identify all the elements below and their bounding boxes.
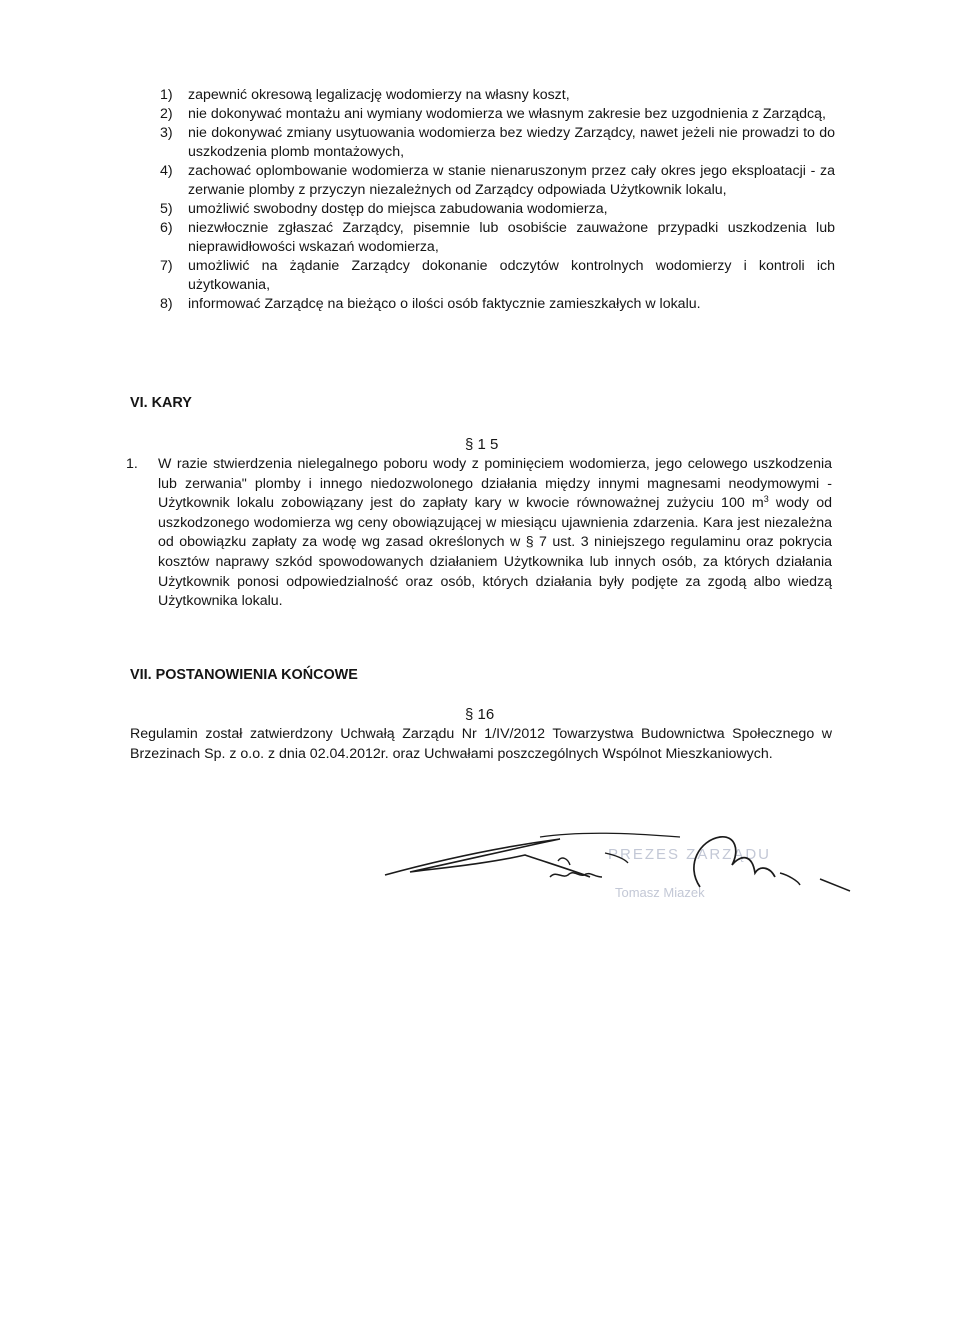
section-heading-kary: VI. KARY <box>130 395 192 411</box>
section-heading-final-provisions: VII. POSTANOWIENIA KOŃCOWE <box>130 667 358 683</box>
handwritten-signature-icon <box>380 825 870 905</box>
signature-stamp <box>380 825 870 905</box>
penalty-paragraph: 1. W razie stwierdzenia nielegalnego poboru wody z pominięciem wodomierza, jego celowego uszkodzenia lub zerwania" plomby i innego niedozwolonego działania między innymi magnesami neodymowymi - Użytkownik lokalu zobowiązany jest do zapłaty kary w kwocie równoważnej zużyciu 100 $m^3$ wody od uszkodzonego wodomierza wg ceny obowiązującej w miesiącu ujawnienia zdarzenia. Kara jest niezależna od obowiązku zapłaty za wodę wg zasad określonych w § 7 ust. 3 niniejszego regulaminu oraz pokrycia kosztów naprawy szkód spowodowanych działaniem Użytkownika lub innych osób, za których działania Użytkownik ponosi odpowiedzialność oraz osób, których działania były podjęte za zgodą albo wiedzą Użytkownika lokalu. <box>126 456 832 610</box>
list-item: 1) zapewnić okresową legalizację wodomierzy na własny koszt, <box>160 87 570 103</box>
stamp-title: PREZES ZARZĄDU <box>608 846 772 863</box>
list-item: 6) niezwłocznie zgłaszać Zarządcy, pisemnie lub osobiście zauważone przypadki uszkodzenia lub nieprawidłowości wskazań wodomierza, <box>160 220 835 255</box>
list-item: 7) umożliwić na żądanie Zarządcy dokonanie odczytów kontrolnych wodomierzy i kontroli ich użytkowania, <box>160 258 835 293</box>
superscript-cubic: 3 <box>763 494 769 505</box>
stamp-name: Tomasz Miazek <box>615 885 705 900</box>
list-item: 5) umożliwić swobodny dostęp do miejsca zabudowania wodomierza, <box>160 201 608 217</box>
paragraph-sign-16: § 16 <box>465 706 495 723</box>
list-item: 8) informować Zarządcę na bieżąco o ilości osób faktycznie zamieszkałych w lokalu. <box>160 296 701 312</box>
point-number: 1. <box>126 456 138 472</box>
obligations-list <box>160 86 835 314</box>
list-item: 2) nie dokonywać montażu ani wymiany wodomierza we własnym zakresie bez uzgodnienia z Zarządcą, <box>160 106 826 122</box>
list-item: 3) nie dokonywać zmiany usytuowania wodomierza bez wiedzy Zarządcy, nawet jeżeli nie prowadzi to do uszkodzenia plomb montażowych, <box>160 125 835 160</box>
final-provisions-paragraph: Regulamin został zatwierdzony Uchwałą Zarządu Nr 1/IV/2012 Towarzystwa Budownictwa Społecznego w Brzezinach Sp. z o.o. z dnia 02.04.2012r. oraz Uchwałami poszczególnych Wspólnot Mieszkaniowych. <box>130 726 832 762</box>
paragraph-sign-15: § 1 5 <box>465 436 499 453</box>
list-item: 4) zachować oplombowanie wodomierza w stanie nienaruszonym przez cały okres jego eksploatacji - za zerwanie plomby z przyczyn niezależnych od Zarządcy odpowiada Użytkownik lokalu, <box>160 163 835 198</box>
